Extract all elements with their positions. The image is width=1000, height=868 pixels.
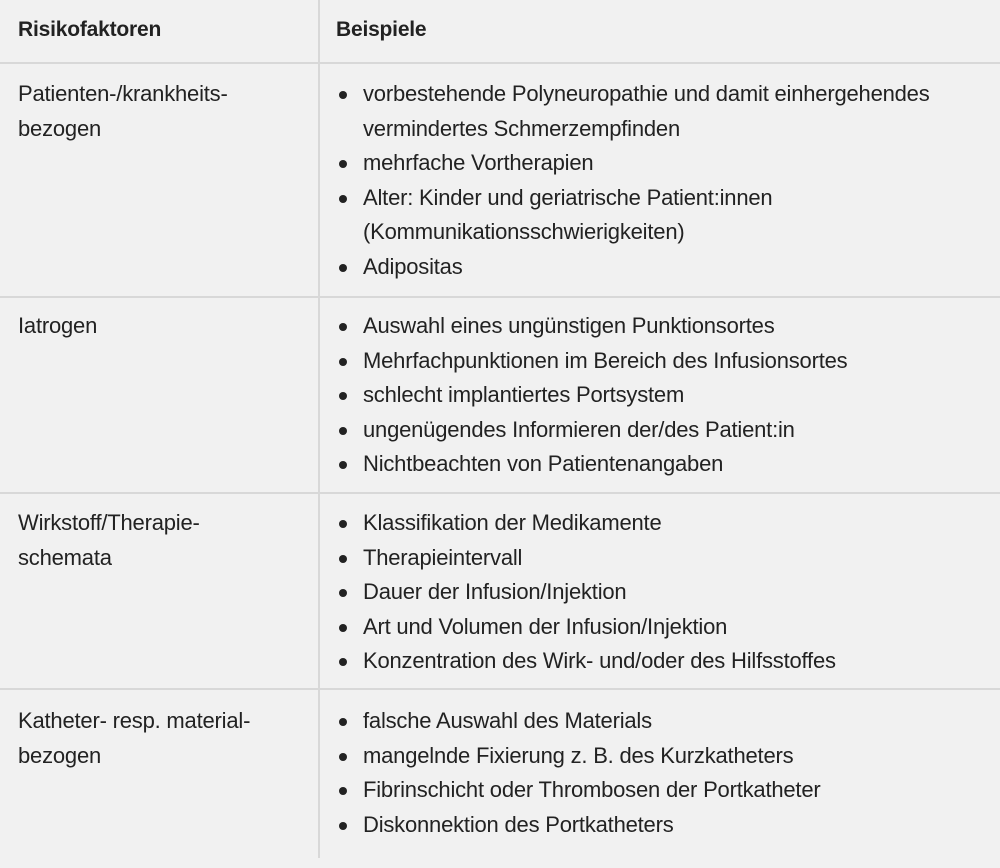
examples-list <box>336 506 996 679</box>
list-item: Mehrfachpunktionen im Bereich des Infusionsortes <box>336 344 996 379</box>
risk-factor-text: Katheter- resp. material- <box>18 708 251 733</box>
risk-factor-cell <box>18 506 303 575</box>
header-examples: Beispiele <box>336 18 427 41</box>
list-item: schlecht implantiertes Portsystem <box>336 378 996 413</box>
list-item: falsche Auswahl des Materials <box>336 704 996 739</box>
risk-factor-cell <box>18 309 303 344</box>
table-header-row <box>0 0 1000 64</box>
list-item: vorbestehende Polyneuropathie und damit einhergehendes vermindertes Schmerzempfinden <box>336 77 996 146</box>
list-item: Diskonnektion des Portkatheters <box>336 808 996 843</box>
list-item: Konzentration des Wirk- und/oder des Hilfsstoffes <box>336 644 996 679</box>
examples-list <box>336 77 996 284</box>
risk-factor-text: Patienten-/krankheits- <box>18 81 228 106</box>
examples-list <box>336 704 996 842</box>
risk-factor-text: bezogen <box>18 742 102 768</box>
list-item: Klassifikation der Medikamente <box>336 506 996 541</box>
risk-factor-text: schemata <box>18 544 112 570</box>
risk-factor-cell <box>18 77 303 146</box>
list-item: Dauer der Infusion/Injektion <box>336 575 996 610</box>
list-item: mehrfache Vortherapien <box>336 146 996 181</box>
list-item: Auswahl eines ungünstigen Punktionsortes <box>336 309 996 344</box>
list-item: ungenügendes Informieren der/des Patient:in <box>336 413 996 448</box>
table-row <box>0 64 1000 298</box>
examples-list <box>336 309 996 482</box>
table-row <box>0 690 1000 858</box>
table-row <box>0 494 1000 690</box>
risk-factor-cell <box>18 704 303 773</box>
list-item: Fibrinschicht oder Thrombosen der Portkatheter <box>336 773 996 808</box>
risk-factor-text: Wirkstoff/Therapie- <box>18 510 200 535</box>
table-row <box>0 298 1000 494</box>
column-divider <box>318 0 320 858</box>
risk-factor-text: Iatrogen <box>18 313 98 338</box>
list-item: Alter: Kinder und geriatrische Patient:innen (Kommunikationsschwierigkeiten) <box>336 181 996 250</box>
list-item: Art und Volumen der Infusion/Injektion <box>336 610 996 645</box>
list-item: mangelnde Fixierung z. B. des Kurzkatheters <box>336 739 996 774</box>
header-risk-factors: Risikofaktoren <box>18 18 162 41</box>
risk-factor-text: bezogen <box>18 115 102 141</box>
list-item: Therapieintervall <box>336 541 996 576</box>
list-item: Adipositas <box>336 250 996 285</box>
list-item: Nichtbeachten von Patientenangaben <box>336 447 996 482</box>
